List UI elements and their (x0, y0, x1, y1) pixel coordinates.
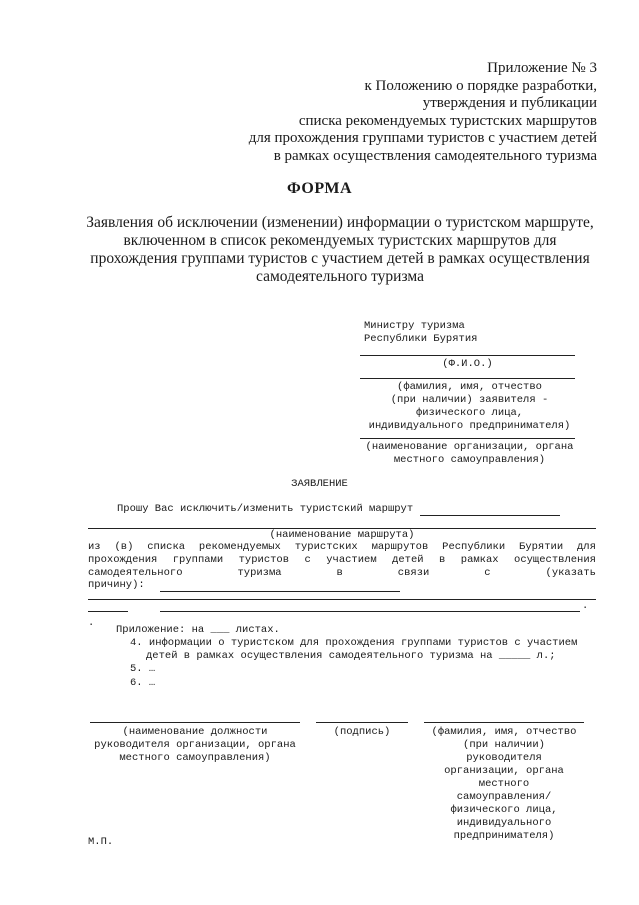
statement-body-line-1: из (в) списка рекомендуемых туристских маршрутов Республики Бурятии для (88, 541, 596, 553)
appendix-line: для прохождения группами туристов с участием детей (248, 130, 597, 146)
statement-body-line-2: прохождения группами туристов с участием детей в рамках осуществления (88, 554, 596, 566)
document-title-line: самодеятельного туризма (256, 268, 424, 285)
appendix-number: Приложение № 3 (487, 60, 597, 76)
addressee-line2: Республики Бурятия (364, 333, 478, 345)
appendix-line: утверждения и публикации (422, 95, 597, 111)
blank-line-short (88, 611, 128, 612)
appendix-line: списка рекомендуемых туристских маршрутов (298, 112, 597, 129)
form-label: ФОРМА (286, 180, 352, 197)
applicant-caption: (фамилия, имя, отчество (при наличии) заявителя - физического лица, индивидуального предпринимателя) (368, 381, 571, 432)
reason-line (160, 591, 400, 592)
statement-body-line-3: самодеятельного туризма в связи с (указать (88, 567, 596, 579)
document-title-line: Заявления об исключении (изменении) информации о туристском маршруте, (86, 214, 594, 231)
route-field-line (420, 515, 560, 516)
fio-caption: (Ф.И.О.) (442, 358, 493, 370)
position-caption: (наименование должности руководителя организации, органа местного самоуправления) (94, 726, 296, 764)
reason-label: причину): (88, 579, 145, 591)
attachment-item-4: 4. информации о туристском для прохождения группами туристов с участием (130, 637, 578, 649)
fio-line (360, 355, 575, 356)
signature-line (316, 722, 408, 723)
document-title-line: включенном в список рекомендуемых туристских маршрутов для (123, 232, 557, 249)
route-caption: (наименование маршрута) (269, 529, 415, 541)
appendix-line: в рамках осуществления самодеятельного туризма (273, 147, 597, 164)
position-line (90, 722, 300, 723)
document-title-line: прохождения группами туристов с участием детей в рамках осуществления (90, 250, 590, 267)
attachment-item-6: 6. … (130, 677, 156, 689)
stamp-placeholder: М.П. (88, 836, 114, 848)
statement-heading: ЗАЯВЛЕНИЕ (291, 478, 348, 490)
appendix-header (177, 60, 597, 165)
name-line (424, 722, 584, 723)
addressee-line1: Министру туризма (364, 320, 465, 332)
signature-caption: (подпись) (333, 726, 391, 738)
attachment-intro: Приложение: на ___ листах. (116, 624, 280, 636)
document-title (60, 214, 620, 286)
name-caption: (фамилия, имя, отчество (при наличии) руководителя организации, органа местного самоуправления/ физического лица, индивидуального предпринимателя) (431, 726, 577, 842)
organization-line (360, 438, 575, 439)
blank-line (160, 611, 580, 612)
appendix-line: к Положению о порядке разработки, (364, 77, 597, 94)
attachment-item-5: 5. … (130, 663, 156, 675)
applicant-line (360, 378, 575, 379)
statement-request: Прошу Вас исключить/изменить туристский маршрут (117, 503, 414, 515)
blank-line (88, 599, 596, 600)
attachment-item-4-cont: детей в рамках осуществления самодеятельного туризма на _____ л.; (146, 650, 556, 662)
organization-caption: (наименование организации, органа местного самоуправления) (365, 441, 574, 466)
